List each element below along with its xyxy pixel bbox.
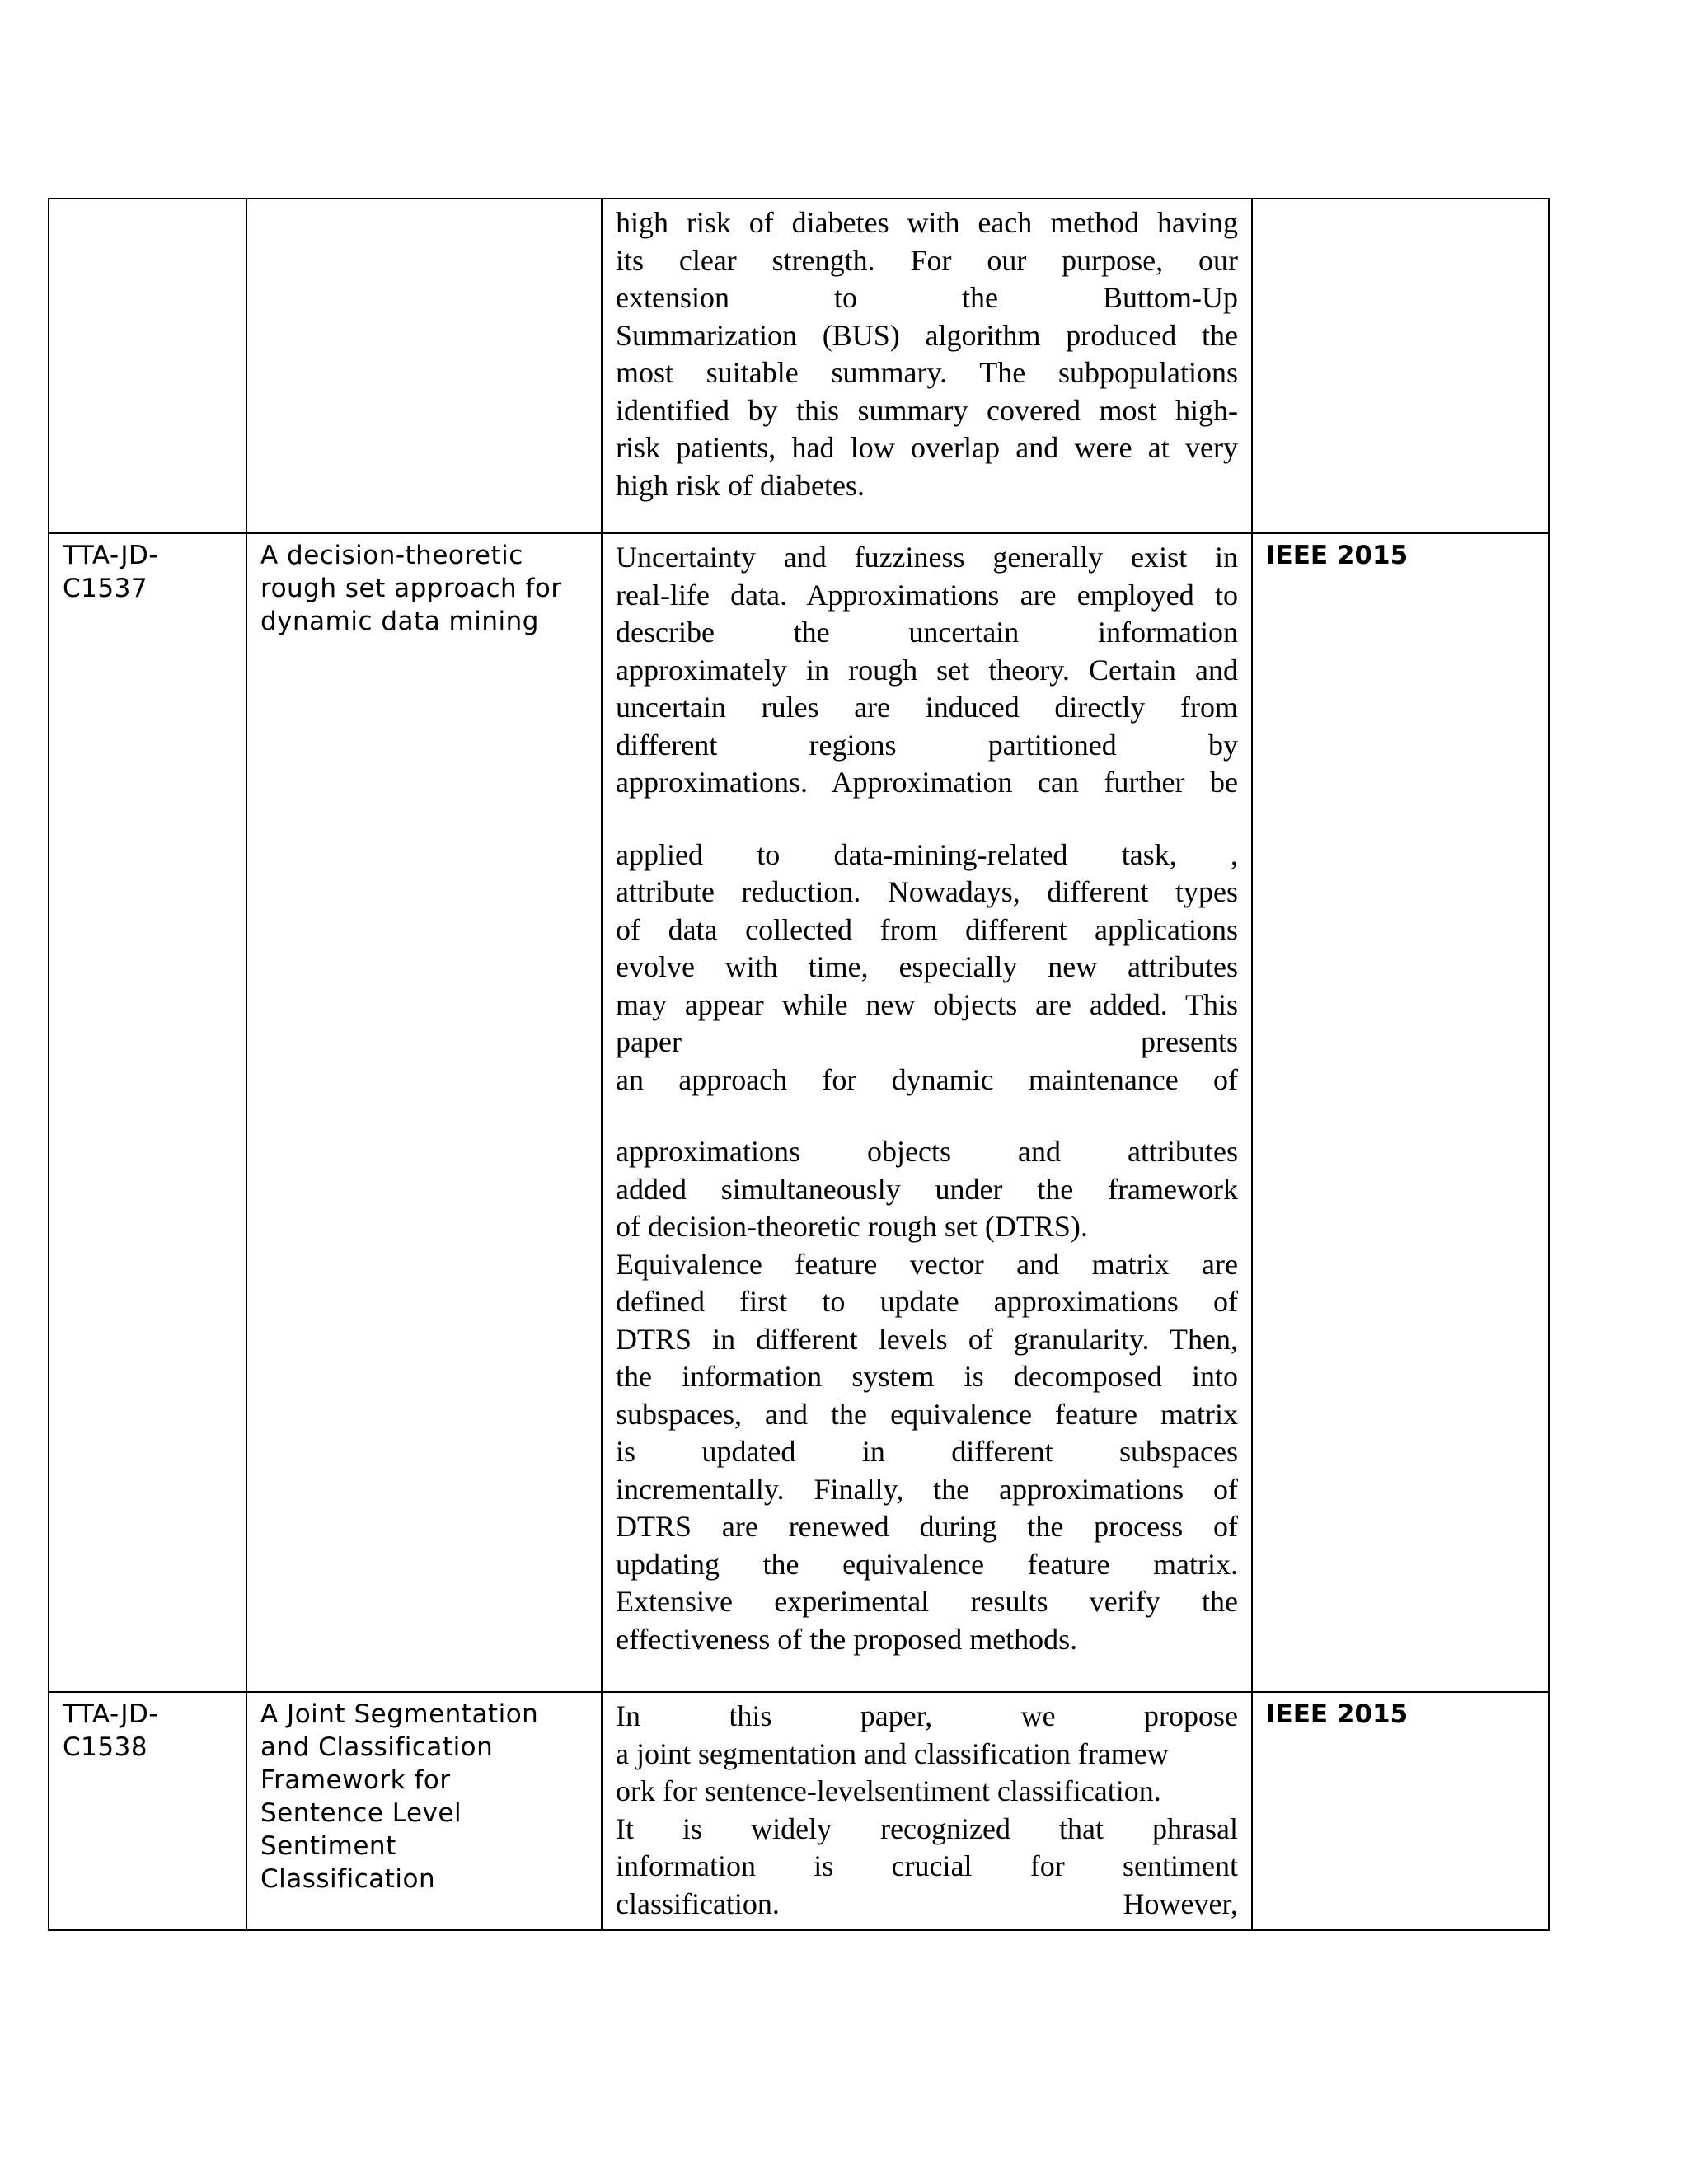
abstract-line: It is widely recognized that phrasal [616,1811,1238,1845]
abstract-line: approximately in rough set theory. Certain and [616,653,1238,687]
abstract-line: the information system is decomposed into [616,1360,1238,1393]
abstract-line: paper presents [616,1025,1238,1058]
abstract-line: an approach for dynamic maintenance of [616,1062,1238,1096]
project-title-cell [246,533,602,1692]
abstract-line: different regions partitioned by [616,728,1238,762]
publication-label: IEEE 2015 [1266,541,1409,570]
project-title [247,534,601,644]
abstract-cell [602,1692,1252,1930]
project-title-line: Sentence Level [260,1798,462,1828]
project-title-line: A decision-theoretic [260,541,523,570]
project-id-line: C1537 [63,574,148,603]
abstract-line: identified by this summary covered most high- [616,393,1238,427]
abstract-line: updating the equivalence feature matrix. [616,1547,1238,1581]
project-title-line: Sentiment [260,1831,396,1861]
project-title [247,199,601,211]
abstract-line: classification. However, [616,1886,1238,1920]
publication-cell [1252,199,1549,533]
abstract-line: evolve with time, especially new attributes [616,950,1238,983]
publication-cell [1252,533,1549,1692]
table-row [49,533,1549,1692]
abstract-line [616,1099,1238,1133]
abstract-line: extension to the Buttom-Up [616,281,1238,314]
project-id [49,1693,246,1770]
table-row [49,1692,1549,1930]
project-title [247,1693,601,1902]
abstract-line: approximations. Approximation can further be [616,766,1238,799]
project-title-line: and Classification [260,1732,494,1762]
project-id [49,534,246,612]
project-title-cell [246,1692,602,1930]
abstract-line: approximations objects and attributes [616,1135,1238,1168]
project-id [49,199,246,211]
abstract-line: DTRS are renewed during the process of [616,1510,1238,1543]
abstract-line: describe the uncertain information [616,616,1238,649]
abstract-line: Extensive experimental results verify the [616,1585,1238,1618]
abstract-line: In this paper, we propose [616,1699,1238,1732]
publication-label: IEEE 2015 [1266,1699,1409,1729]
abstract-text [603,534,1251,1665]
abstract-line: a joint segmentation and classification framew [616,1736,1169,1770]
abstract-line: incrementally. Finally, the approximations of [616,1472,1238,1506]
abstract-cell [602,533,1252,1692]
abstract-line: effectiveness of the proposed methods. [616,1622,1078,1656]
abstract-line: subspaces, and the equivalence feature matrix [616,1397,1238,1431]
abstract-cell [602,199,1252,533]
abstract-line: real-life data. Approximations are employed to [616,578,1238,612]
project-title-line: Classification [260,1864,436,1894]
abstract-line: DTRS in different levels of granularity. Then, [616,1322,1238,1356]
abstract-line: risk patients, had low overlap and were at very [616,431,1238,464]
project-title-line: Framework for [260,1765,451,1795]
table-row [49,199,1549,533]
project-id-line: TTA-JD- [63,1699,159,1729]
abstract-line: high risk of diabetes. [616,468,865,502]
abstract-line: uncertain rules are induced directly from [616,691,1238,724]
publication-cell [1252,1692,1549,1930]
abstract-line: of decision-theoretic rough set (DTRS). [616,1210,1088,1243]
abstract-line: Summarization (BUS) algorithm produced the [616,318,1238,352]
abstract-line: ork for sentence-levelsentiment classification. [616,1774,1161,1807]
project-title-line: A Joint Segmentation [260,1699,539,1729]
project-id-cell [49,199,246,533]
abstract-line: added simultaneously under the framework [616,1172,1238,1206]
abstract-line [616,802,1238,837]
abstract-line: defined first to update approximations of [616,1285,1238,1318]
project-id-line: TTA-JD- [63,541,159,570]
project-id-cell [49,1692,246,1930]
project-id-cell [49,533,246,1692]
project-title-line: dynamic data mining [260,607,539,636]
project-title-line: rough set approach for [260,574,562,603]
abstract-line: attribute reduction. Nowadays, different types [616,875,1238,908]
project-title-cell [246,199,602,533]
abstract-line: of data collected from different applications [616,912,1238,946]
abstract-text [603,1693,1251,1929]
publication-label [1253,199,1548,211]
abstract-line: information is crucial for sentiment [616,1849,1238,1882]
abstract-line: is updated in different subspaces [616,1435,1238,1468]
abstract-line: Equivalence feature vector and matrix are [616,1247,1238,1281]
abstract-line: may appear while new objects are added. This [616,987,1238,1021]
abstract-text [603,199,1251,511]
abstract-line: Uncertainty and fuzziness generally exist in [616,541,1238,574]
abstract-line: most suitable summary. The subpopulations [616,356,1238,389]
abstract-line: high risk of diabetes with each method having [616,206,1238,239]
abstract-line: applied to data-mining-related task, , [616,837,1238,871]
abstract-line: its clear strength. For our purpose, our [616,243,1238,277]
project-id-line: C1538 [63,1732,148,1762]
project-table [48,198,1550,1931]
